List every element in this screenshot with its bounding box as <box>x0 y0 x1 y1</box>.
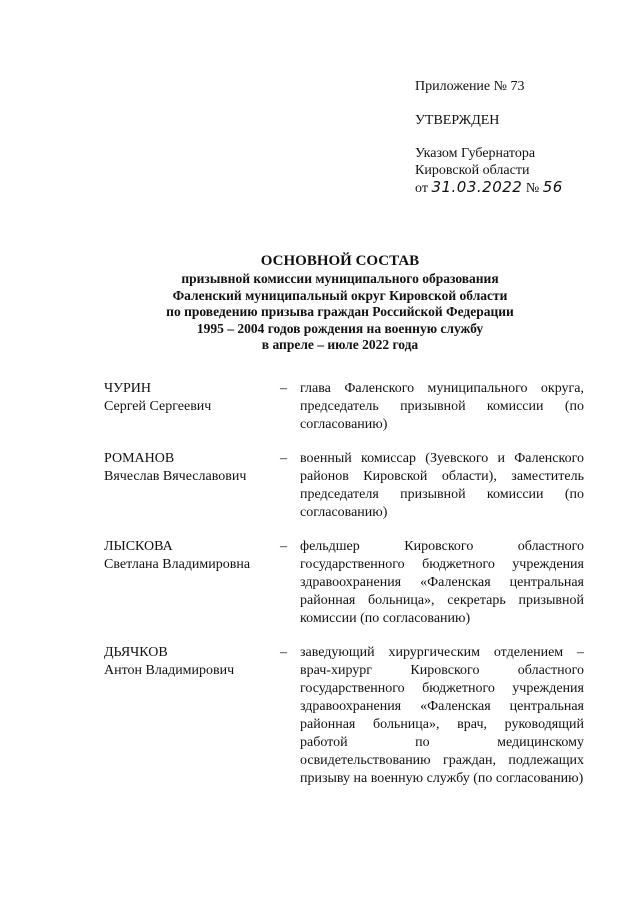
member-surname: ЧУРИН <box>104 381 152 396</box>
member-row <box>104 538 584 628</box>
member-name <box>104 380 280 416</box>
member-dash: – <box>280 381 287 396</box>
member-role: фельдшер Кировского областного государственного бюджетного учреждения здравоохранения «Фаленская центральная районная больница», секретарь призывной комиссии (по согласованию) <box>300 539 584 626</box>
decree-date: 31.03.2022 <box>431 178 523 196</box>
document-title <box>80 252 600 354</box>
title-line-2: Фаленский муниципальный округ Кировской области <box>172 287 508 303</box>
date-prefix: от <box>415 181 428 196</box>
title-line-3: по проведению призыва граждан Российской Федерации <box>166 304 514 319</box>
member-row <box>104 380 584 434</box>
member-role: заведующий хирургическим отделением – врач-хирург Кировского областного государственного бюджетного учреждения здравоохранения «Фаленская центральная районная больница», врач, руководящий работой по медицинскому освидетельствованию граждан, подлежащих призыву на военную службу (по согласованию) <box>300 645 584 786</box>
decree-line-1: Указом Губернатора <box>415 146 536 161</box>
member-given-names: Антон Владимирович <box>104 663 235 678</box>
title-line-5: в апреле – июле 2022 года <box>261 337 419 352</box>
member-name <box>104 644 280 680</box>
approval-block <box>415 78 615 197</box>
member-given-names: Сергей Сергеевич <box>104 399 212 414</box>
member-dash: – <box>280 451 287 466</box>
member-surname: ЛЫСКОВА <box>104 539 173 554</box>
decree-line-2: Кировской области <box>415 163 530 178</box>
decree-number: 56 <box>542 178 563 196</box>
member-dash: – <box>280 645 287 660</box>
member-name <box>104 450 280 486</box>
title-line-1: призывной комиссии муниципального образования <box>181 271 499 286</box>
number-prefix: № <box>525 181 540 196</box>
member-surname: РОМАНОВ <box>104 451 175 466</box>
approved-label: УТВЕРЖДЕН <box>415 113 500 128</box>
member-row <box>104 644 584 788</box>
member-surname: ДЬЯЧКОВ <box>104 645 168 660</box>
member-given-names: Вячеслав Вячеславович <box>104 469 247 484</box>
decree-date-line <box>415 179 615 197</box>
members-list <box>104 380 584 788</box>
member-role: глава Фаленского муниципального округа, председатель призывной комиссии (по согласованию) <box>300 381 584 432</box>
member-role: военный комиссар (Зуевского и Фаленского районов Кировской области), заместитель председателя призывной комиссии (по согласованию) <box>300 451 584 520</box>
member-row <box>104 450 584 522</box>
member-name <box>104 538 280 574</box>
title-line-4: 1995 – 2004 годов рождения на военную службу <box>196 320 484 336</box>
title-main: ОСНОВНОЙ СОСТАВ <box>260 253 420 269</box>
member-given-names: Светлана Владимировна <box>104 557 251 572</box>
appendix-label: Приложение № 73 <box>415 79 525 94</box>
member-dash: – <box>280 539 287 554</box>
